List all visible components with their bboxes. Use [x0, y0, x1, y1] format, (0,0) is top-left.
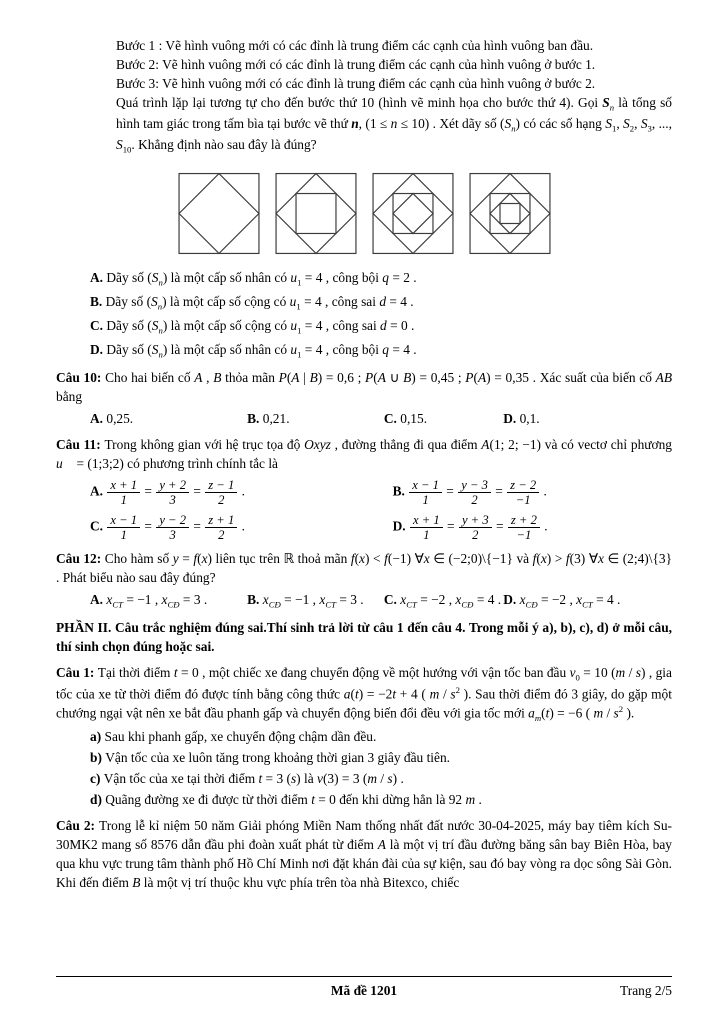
question-12-option-c: C. $x_{CT} = -2$ , $x_{CĐ} = 4$ .: [383, 591, 502, 610]
part-2-question-2-text: Câu 2: Trong lễ kỉ niệm 50 năm Giải phóng Miền Nam thống nhất đất nước 30-04-2025, máy bay tiêm kích Su-30MK2 mang số 8576 dẫn đầu phi đoàn xuất phát từ điểm A là một vị trí đầu đường băng sân bay Biên Hòa, bay qua khu vực trung tâm thành phố Hồ Chí Minh nơi đặt khán đài của sự kiện, sau đó bay vòng ra dọc sông Sài Gòn. Khi đến điểm B là một vị trí thuộc khu vực phía trên tòa nhà Bitexco, chiếc: [56, 818, 672, 891]
question-10-option-d: D. 0,1.: [503, 411, 540, 427]
question-12-option-a: A. $x_{CT} = -1$ , $x_{CĐ} = 3$ .: [90, 591, 208, 610]
nested-squares-figure-step-4: [466, 171, 554, 256]
part-2-question-1-item-b: b) Vận tốc của xe luôn tăng trong khoảng thời gian 3 giây đầu tiên.: [90, 749, 451, 765]
question-10-option-a: A. 0,25.: [90, 411, 134, 427]
question-11-option-b: B. $\frac{x - 1}{1}$ = $\frac{y - 3}{2}$ = $\frac{z - 2}{-1}$ .: [392, 478, 547, 508]
question-11-section: [56, 435, 672, 541]
question-12-section: [56, 549, 672, 611]
question-12-option-b: B. $x_{CĐ} = -1$ , $x_{CT} = 3$ .: [247, 591, 364, 610]
question-9-option-a: A. Dãy số $(S_n)$ là một cấp số nhân có $u_1 = 4$ , công bội q = 2 .: [90, 270, 417, 288]
question-12-options: [90, 590, 672, 611]
part-2-question-1-text: Câu 1: Tại thời điểm t = 0 , một chiếc xe đang chuyển động về một hướng với vận tốc ban đầu $v_0 = 10$ (m / s) , gia tốc của xe từ thời điểm đó được tính bằng công thức a(t) = −2t + 4 ( m / $s^2$ ). Sau thời điểm đó 3 giây, do gặp một chướng ngại vật nên xe bắt đầu phanh gấp và chuyển động biến đổi đều với gia tốc mới $a_m(t) = -6$ ( m / $s^2$ ).: [56, 664, 672, 724]
question-9-option-d: D. Dãy số $(S_n)$ là một cấp số nhân có $u_1 = 4$ , công bội q = 4 .: [90, 342, 417, 360]
nested-squares-figures: [56, 171, 672, 256]
question-10-option-c: C. 0,15.: [383, 411, 428, 427]
question-11-text: Câu 11: Trong không gian với hệ trục tọa độ Oxyz , đường thẳng đi qua điểm A(1; 2; −1) và có vectơ chỉ phương u⃗ = (1;3;2) có phương trình chính tắc là: [56, 437, 672, 472]
question-11-options-row-2: [90, 513, 672, 542]
question-11-option-d: D. $\frac{x + 1}{1}$ = $\frac{y + 3}{2}$ = $\frac{z + 2}{-1}$ .: [392, 512, 548, 542]
question-10-section: [56, 368, 672, 428]
question-12-option-d: D. $x_{CĐ} = -2$ , $x_{CT} = 4$ .: [503, 591, 621, 610]
question-11-options-row-1: [90, 478, 672, 507]
construction-step-3: Bước 3: Vẽ hình vuông mới có các đỉnh là trung điểm các cạnh của hình vuông ở bước 2.: [116, 76, 596, 92]
question-10-text: Câu 10: Cho hai biến cố A , B thỏa mãn P(A | B) = 0,6 ; P(A ∪ B) = 0,45 ; P(A) = 0,35 . Xác suất của biến cố AB bằng: [56, 370, 673, 405]
part-2-header: PHẦN II. Câu trắc nghiệm đúng sai.Thí sinh trả lời từ câu 1 đến câu 4. Trong mỗi ý a), b), c), d) ở mỗi câu, thí sinh chọn đúng hoặc sai.: [56, 619, 672, 654]
part-2-header-section: [56, 618, 672, 656]
nested-squares-figure-step-2: [272, 171, 360, 256]
part-2-question-1-section: [56, 663, 672, 809]
question-12-text: Câu 12: Cho hàm số y = f(x) liên tục trên ℝ thoả mãn f(x) < f(−1) ∀x ∈ (−2;0)\{−1} và f(x) > f(3) ∀x ∈ (2;4)\{3} . Phát biểu nào sau đây đúng?: [56, 550, 673, 585]
question-9-options: [56, 265, 672, 361]
part-2-question-1-item-c: c) Vận tốc của xe tại thời điểm t = 3 (s) là v(3) = 3 (m / s) .: [90, 770, 404, 786]
part-2-question-2-section: [56, 816, 672, 892]
part-2-question-1-item-a: a) Sau khi phanh gấp, xe chuyển động chậm dần đều.: [90, 728, 377, 744]
question-9-option-b: B. Dãy số $(S_n)$ là một cấp số cộng có $u_1 = 4$ , công sai d = 4 .: [90, 294, 414, 312]
question-9-text: Quá trình lặp lại tương tự cho đến bước thứ 10 (hình vẽ minh họa cho bước thứ 4). Gọi $S_n$ là tổng số hình tam giác trong tấm bìa tại bước vẽ thứ n, (1 ≤ n ≤ 10) . Xét dãy số $(S_n)$ có các số hạng $S_1$, $S_2$, $S_3$, ..., $S_{10}$. Khẳng định nào sau đây là đúng?: [116, 95, 672, 155]
question-11-option-c: C. $\frac{x - 1}{1}$ = $\frac{y - 2}{3}$ = $\frac{z + 1}{2}$ .: [90, 512, 245, 542]
page-footer: [56, 976, 672, 1000]
nested-squares-figure-step-3: [369, 171, 457, 256]
construction-step-2: Bước 2: Vẽ hình vuông mới có các đỉnh là trung điểm các cạnh của hình vuông ở bước 1.: [116, 57, 596, 73]
construction-step-1: Bước 1 : Vẽ hình vuông mới có các đỉnh là trung điểm các cạnh của hình vuông ban đầu.: [116, 38, 594, 53]
question-9-option-c: C. Dãy số $(S_n)$ là một cấp số cộng có $u_1 = 4$ , công sai d = 0 .: [90, 318, 415, 336]
question-9-section: [116, 36, 672, 156]
part-2-question-1-item-d: d) Quãng đường xe đi được từ thời điểm t = 0 đến khi dừng hẳn là 92 m .: [90, 791, 482, 807]
page-number: Trang 2/5: [620, 982, 672, 998]
question-10-option-b: B. 0,21.: [247, 411, 290, 427]
nested-squares-figure-step-1: [175, 171, 263, 256]
exam-code: Mã đề 1201: [330, 982, 398, 998]
question-10-options: [90, 409, 672, 428]
question-11-option-a: A. $\frac{x + 1}{1}$ = $\frac{y + 2}{3}$ = $\frac{z - 1}{2}$ .: [90, 478, 245, 508]
